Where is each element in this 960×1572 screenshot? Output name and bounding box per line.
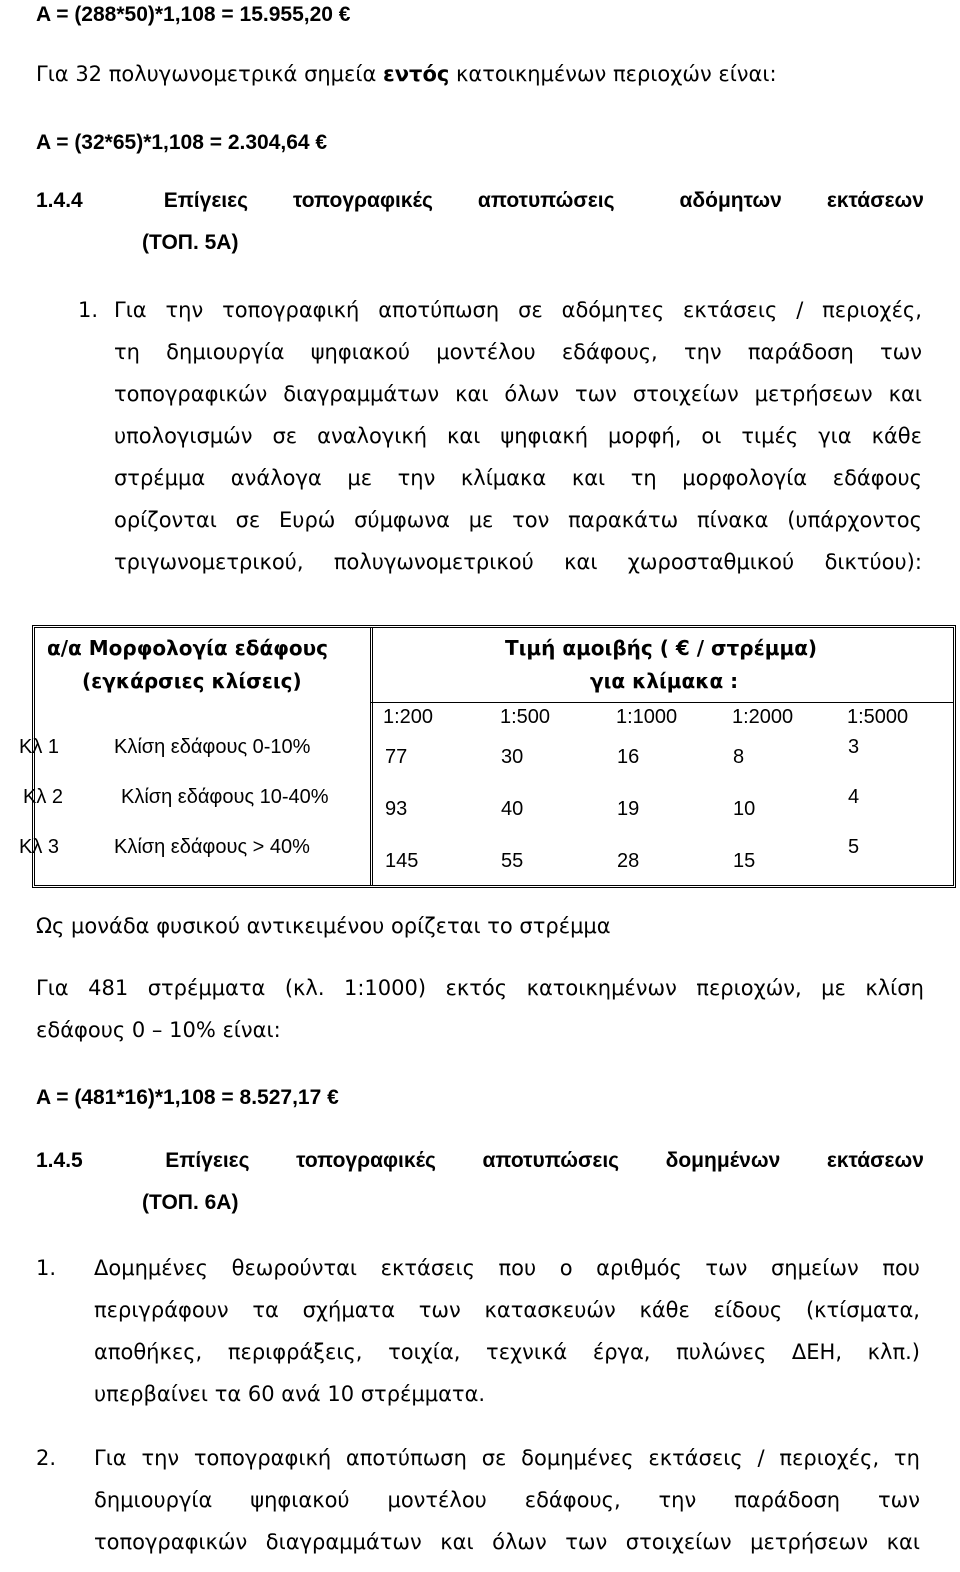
word: σε — [272, 424, 298, 448]
word: στρέμματα — [147, 976, 266, 1000]
word: των — [705, 1256, 748, 1280]
row-code: Κλ 3 — [19, 836, 60, 858]
word: τιμές — [741, 424, 799, 448]
row-label: Κλίση εδάφους 0-10% — [114, 736, 311, 758]
word: των — [574, 382, 617, 406]
paragraph-line — [94, 1446, 920, 1488]
word: τοπογραφική — [193, 1446, 332, 1470]
word: / — [757, 1446, 765, 1470]
word: περιοχές, — [822, 298, 922, 322]
table-header-rule — [370, 702, 953, 703]
word: κλίμακα — [460, 466, 547, 490]
word: (υπάρχοντος — [787, 508, 922, 532]
word: παράδοση — [747, 340, 854, 364]
intro-inside-line — [36, 62, 777, 87]
word: οι — [701, 424, 722, 448]
word: με — [468, 508, 494, 532]
word: την — [397, 466, 436, 490]
paragraph-line — [94, 1256, 920, 1298]
word: εδάφους, — [561, 340, 658, 364]
word: αποτύπωση — [345, 1446, 467, 1470]
word: των — [877, 1488, 920, 1512]
word: που — [882, 1256, 920, 1280]
list-marker: 2. — [36, 1446, 57, 1470]
section-145-heading — [36, 1148, 924, 1173]
pricing-table — [19, 625, 956, 888]
word: ψηφιακού — [250, 1488, 350, 1512]
word: εκτός — [445, 976, 508, 1000]
paragraph-line — [114, 382, 922, 424]
word: τον — [512, 508, 550, 532]
row-value: 19 — [617, 798, 640, 820]
word: Για — [94, 1446, 127, 1470]
word: Για — [36, 976, 69, 1000]
header-left-line-1: α/α Μορφολογία εδάφους — [47, 636, 328, 660]
word: δικτύου): — [824, 550, 922, 574]
word: μορφή, — [608, 424, 682, 448]
word: και — [571, 466, 606, 490]
heading-word: αποτυπώσεις — [482, 1149, 620, 1172]
word: τοιχία, — [388, 1340, 461, 1364]
heading-word: τοπογραφικές — [296, 1149, 436, 1172]
word: με — [347, 466, 373, 490]
row-value: 8 — [733, 746, 745, 768]
word: για — [818, 424, 852, 448]
word: ψηφιακού — [310, 340, 411, 364]
heading-word: Επίγειες — [163, 189, 249, 212]
word: αποτύπωση — [378, 298, 500, 322]
row-value: 16 — [617, 746, 640, 768]
word: κάθε — [871, 424, 922, 448]
heading-word: εκτάσεων — [826, 189, 924, 212]
word: ορίζονται — [114, 508, 217, 532]
word: και — [440, 1530, 474, 1554]
word: και — [564, 550, 598, 574]
formula-481: A = (481*16)*1,108 = 8.527,17 € — [36, 1086, 339, 1109]
word: αριθμός — [596, 1256, 682, 1280]
word: τεχνικά — [486, 1340, 568, 1364]
word: εδάφους, — [524, 1488, 621, 1512]
word: μορφολογία — [682, 466, 808, 490]
word: την — [683, 340, 722, 364]
list-marker: 1. — [36, 1256, 57, 1280]
word: σε — [518, 298, 543, 322]
word: εκτάσεις — [380, 1256, 475, 1280]
row-code: Κλ 1 — [19, 736, 60, 758]
word: (κλ. — [284, 976, 325, 1000]
word: αποθήκες, — [94, 1340, 203, 1364]
heading-word: εκτάσεων — [826, 1149, 924, 1172]
paragraph-145-1 — [94, 1256, 920, 1424]
word: τοπογραφική — [222, 298, 360, 322]
paragraph-line — [114, 508, 922, 550]
row-label: Κλίση εδάφους 10-40% — [121, 786, 329, 808]
word: κάθε — [639, 1298, 690, 1322]
section-144-title-line — [36, 188, 924, 213]
word: υπολογισμών — [114, 424, 253, 448]
row-value: 15 — [733, 850, 756, 872]
intro-text: Για 32 πολυγωνομετρικά σημεία — [36, 62, 377, 86]
word: τοπογραφικών — [94, 1530, 248, 1554]
word: περιοχές, — [779, 1446, 880, 1470]
word: ψηφιακή — [500, 424, 589, 448]
word: δομημένες — [521, 1446, 634, 1470]
word: στρέμμα — [114, 466, 206, 490]
section-144-code: (ΤΟΠ. 5Α) — [142, 231, 239, 254]
word: αδόμητες — [561, 298, 665, 322]
word: σύμφωνα — [354, 508, 450, 532]
word: αναλογική — [317, 424, 428, 448]
scale-1-500: 1:500 — [500, 706, 551, 728]
word: παράδοση — [734, 1488, 841, 1512]
word: σχήματα — [302, 1298, 396, 1322]
section-145-code: (ΤΟΠ. 6Α) — [142, 1191, 239, 1214]
word: έργα, — [592, 1340, 651, 1364]
row-value: 30 — [501, 746, 524, 768]
header-right-line-2: για κλίμακα : — [590, 669, 739, 693]
row-value: 28 — [617, 850, 640, 872]
word: και — [888, 382, 922, 406]
paragraph-line — [114, 466, 922, 508]
word: διαγραμμάτων — [265, 1530, 422, 1554]
word: την — [141, 1446, 180, 1470]
scale-1-5000: 1:5000 — [847, 706, 909, 728]
paragraph-line — [94, 1530, 920, 1572]
word: κατασκευών — [484, 1298, 616, 1322]
row-code: Κλ 2 — [23, 786, 64, 808]
word: χωροσταθμικού — [627, 550, 795, 574]
unit-line: Ως μονάδα φυσικού αντικειμένου ορίζεται το στρέμμα — [36, 914, 611, 938]
scale-1-200: 1:200 — [383, 706, 434, 728]
word: των — [880, 340, 922, 364]
word: πίνακα — [696, 508, 769, 532]
line-text: υπερβαίνει τα 60 ανά 10 στρέμματα. — [94, 1382, 486, 1406]
paragraph-line — [114, 340, 922, 382]
word: Ευρώ — [279, 508, 336, 532]
word: (κτίσματα, — [805, 1298, 920, 1322]
word: πολυγωνομετρικού — [333, 550, 534, 574]
word: κλπ.) — [867, 1340, 920, 1364]
word: κατοικημένων — [526, 976, 677, 1000]
word: εκτάσεις — [648, 1446, 743, 1470]
word: είδους — [713, 1298, 783, 1322]
word: διαγραμμάτων — [283, 382, 440, 406]
intro-bold-word: εντός — [383, 62, 450, 86]
word: περιφράξεις, — [227, 1340, 363, 1364]
paragraph-145-2 — [94, 1446, 920, 1572]
header-right-line-1: Τιμή αμοιβής ( € / στρέμμα) — [505, 636, 818, 660]
word: περιοχών, — [696, 976, 802, 1000]
word: στοιχείων — [625, 1530, 732, 1554]
line-text: εδάφους 0 – 10% είναι: — [36, 1018, 281, 1042]
word: και — [447, 424, 481, 448]
word: τη — [114, 340, 140, 364]
word: μετρήσεων — [754, 382, 873, 406]
section-144-heading — [36, 188, 924, 213]
formula-top: A = (288*50)*1,108 = 15.955,20 € — [36, 3, 351, 26]
word: εκτάσεις — [683, 298, 778, 322]
paragraph-line — [114, 550, 922, 592]
word: Δομημένες — [94, 1256, 209, 1280]
row-value: 4 — [848, 786, 860, 808]
word: τη — [630, 466, 657, 490]
word: την — [165, 298, 204, 322]
word: κλίση — [865, 976, 924, 1000]
row-value: 5 — [848, 836, 860, 858]
row-value: 145 — [385, 850, 419, 872]
formula-32: A = (32*65)*1,108 = 2.304,64 € — [36, 131, 328, 154]
row-value: 55 — [501, 850, 524, 872]
word: μοντέλου — [436, 340, 536, 364]
word: περιγράφουν — [94, 1298, 229, 1322]
header-left-line-2: (εγκάρσιες κλίσεις) — [82, 669, 302, 693]
paragraph-line — [94, 1382, 920, 1424]
word: 1:1000) — [344, 976, 427, 1000]
word: τα — [252, 1298, 279, 1322]
heading-word: αδόμητων — [679, 189, 782, 212]
word: την — [658, 1488, 697, 1512]
word: σε — [481, 1446, 507, 1470]
word: τοπογραφικών — [114, 382, 268, 406]
word: τριγωνομετρικού, — [114, 550, 304, 574]
section-number: 1.4.4 — [36, 189, 83, 212]
row-value: 77 — [385, 746, 408, 768]
word: ανάλογα — [230, 466, 322, 490]
heading-word: τοπογραφικές — [293, 189, 433, 212]
word: που — [498, 1256, 537, 1280]
word: εδάφους — [832, 466, 922, 490]
table-column-divider — [370, 628, 373, 885]
section-145-title-line — [36, 1148, 924, 1173]
paragraph-line — [94, 1340, 920, 1382]
paragraph-144-1 — [114, 298, 922, 592]
heading-word: αποτυπώσεις — [477, 189, 615, 212]
paragraph-line — [94, 1298, 920, 1340]
word: και — [455, 382, 489, 406]
word: των — [565, 1530, 608, 1554]
word: / — [796, 298, 804, 322]
row-value: 10 — [733, 798, 756, 820]
word: Για — [114, 298, 147, 322]
word: δημιουργία — [94, 1488, 213, 1512]
word: σημείων — [770, 1256, 859, 1280]
intro-rest: κατοικημένων περιοχών είναι: — [456, 62, 777, 86]
scale-1-2000: 1:2000 — [732, 706, 794, 728]
word: ο — [559, 1256, 573, 1280]
word: των — [418, 1298, 461, 1322]
heading-word: δομημένων — [665, 1149, 781, 1172]
word: ΔΕΗ, — [791, 1340, 843, 1364]
paragraph-line — [114, 424, 922, 466]
word: τη — [893, 1446, 920, 1470]
row-value: 93 — [385, 798, 408, 820]
word: πυλώνες — [676, 1340, 767, 1364]
word: παρακάτω — [568, 508, 679, 532]
heading-word: Επίγειες — [165, 1149, 250, 1172]
example-block — [36, 976, 924, 1060]
section-number: 1.4.5 — [36, 1149, 83, 1172]
word: 481 — [88, 976, 129, 1000]
paragraph-line — [94, 1488, 920, 1530]
word: μετρήσεων — [750, 1530, 869, 1554]
word: μοντέλου — [387, 1488, 487, 1512]
word: και — [886, 1530, 920, 1554]
example-line — [36, 976, 924, 1018]
word: σε — [235, 508, 261, 532]
paragraph-line — [114, 298, 922, 340]
row-label: Κλίση εδάφους > 40% — [114, 836, 310, 858]
word: θεωρούνται — [231, 1256, 358, 1280]
list-marker: 1. — [78, 298, 99, 322]
scale-1-1000: 1:1000 — [616, 706, 678, 728]
row-value: 3 — [848, 736, 860, 758]
row-value: 40 — [501, 798, 524, 820]
example-line — [36, 1018, 924, 1060]
word: στοιχείων — [632, 382, 739, 406]
word: όλων — [492, 1530, 547, 1554]
word: δημιουργία — [166, 340, 285, 364]
word: όλων — [504, 382, 559, 406]
word: με — [821, 976, 846, 1000]
